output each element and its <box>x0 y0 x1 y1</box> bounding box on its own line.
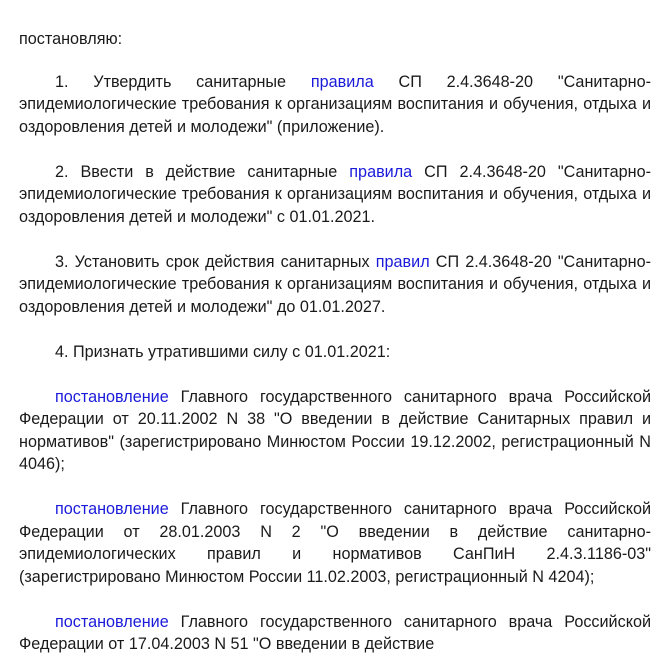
paragraph-text: Главного государственного санитарного врача Российской Федерации от 20.11.2002 N 38 "О введении в действие Санитарных правил и нормативов" (зарегистрировано Минюстом России 19.12.2002, регистрационный N 4046); <box>19 387 651 473</box>
paragraph-text: СП 2.4.3648-20 "Санитарно-эпидемиологические требования к организациям воспитания и обучения, отдыха и оздоровления детей и молодежи" с 01.01.2021. <box>19 162 652 226</box>
resolution-link[interactable]: постановление <box>55 500 169 518</box>
paragraph-text: 1. Утвердить санитарные <box>55 72 311 91</box>
lead-text: постановляю: <box>19 30 123 48</box>
resolution-link[interactable]: постановление <box>55 612 169 631</box>
resolution-link[interactable]: постановление <box>55 387 169 406</box>
repeal-item-1 <box>19 386 651 476</box>
paragraph-approve <box>19 71 651 139</box>
paragraph-enact <box>19 161 651 229</box>
paragraph-text: Главного государственного санитарного врача Российской Федерации от 28.01.2003 N 2 "О введении в действие санитарно-эпидемиологических правил и нормативов СанПиН 2.4.3.1186-03" (зарегистрировано Минюстом России 11.02.2003, регистрационный N 4204); <box>19 500 651 586</box>
paragraph-text: 2. Ввести в действие санитарные <box>55 162 350 181</box>
paragraph-text: Главного государственного санитарного врача Российской Федерации от 17.04.2003 N 51 "О введении в действие <box>19 612 651 653</box>
rules-link[interactable]: правила <box>349 162 413 181</box>
document-body <box>19 28 651 656</box>
paragraph-text: СП 2.4.3648-20 "Санитарно-эпидемиологические требования к организациям воспитания и обучения, отдыха и оздоровления детей и молодежи" (приложение). <box>19 72 651 136</box>
paragraph-repeal: 4. Признать утратившими силу с 01.01.2021: <box>55 342 391 361</box>
paragraph-term <box>19 251 651 319</box>
paragraph-text: СП 2.4.3648-20 "Санитарно-эпидемиологические требования к организациям воспитания и обучения, отдыха и оздоровления детей и молодежи" до 01.01.2027. <box>19 252 651 316</box>
rules-link[interactable]: правила <box>310 72 374 91</box>
repeal-item-3 <box>19 611 651 656</box>
repeal-item-2 <box>19 498 651 588</box>
paragraph-text: 3. Установить срок действия санитарных <box>55 252 376 271</box>
rules-link[interactable]: правил <box>375 252 430 271</box>
